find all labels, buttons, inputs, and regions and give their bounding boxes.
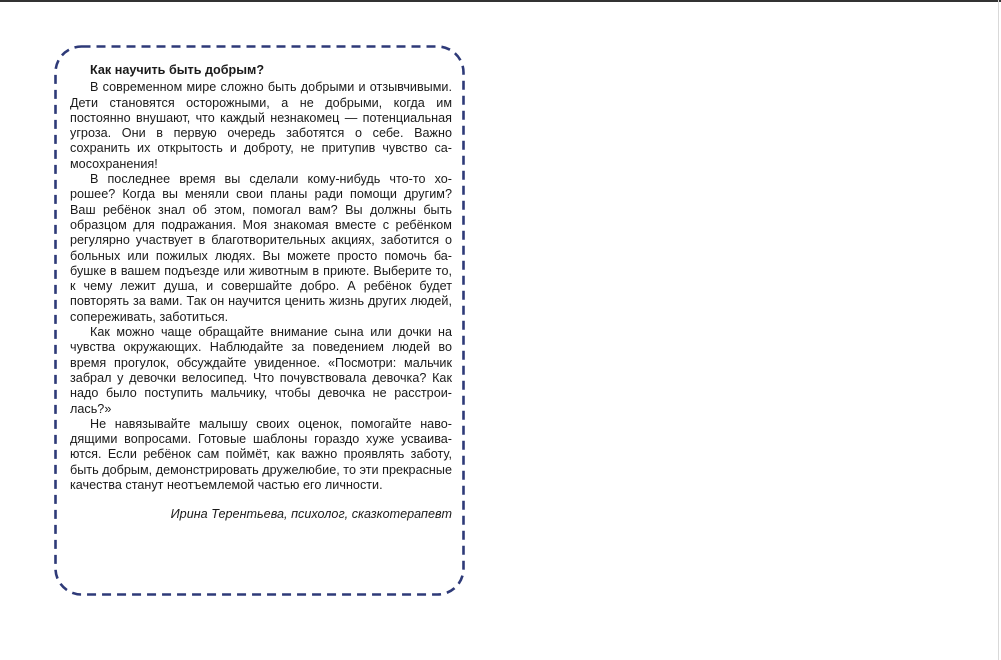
article-paragraph-4: Не навязывайте малышу своих оценок, помогайте наводящими вопросами. Готовые шаблоны гораздо хуже усваиваются. Если ребёнок сам поймёт, как важно проявлять заботу, быть добрым, демонстрировать дружелюбие, то эти прекрасные качества станут неотъемлемой частью его личности. xyxy=(70,416,452,493)
article-heading: Как научить быть добрым? xyxy=(90,63,265,77)
article-paragraph-1: В современном мире сложно быть добрыми и отзывчивыми. Дети становятся осторожными, а не добрыми, когда им постоянно внушают, что каждый незнакомец — потенциальная угроза. Они в первую очередь заботятся о себе. Важно сохранить их открытость и доброту, не притупив чувство самосохранения! xyxy=(70,80,452,171)
dashed-callout-box xyxy=(54,45,465,596)
article xyxy=(70,63,452,523)
article-paragraph-3: Как можно чаще обращайте внимание сына или дочки на чувства окружающих. Наблюдайте за поведением людей во время прогулок, обсуждайте увиденное. «Посмотри: мальчик забрал у девочки велосипед. Что почувствовала девочка? Как надо было поступить мальчику, чтобы девочка не расстроилась?» xyxy=(70,325,452,416)
article-paragraph-2: В последнее время вы сделали кому-нибудь что-то хорошее? Когда вы меняли свои планы ради помощи другим? Ваш ребёнок знал об этом, помогал вам? Вы должны быть образцом для подражания. Моя знакомая вместе с ребёнком регулярно участвует в благотворительных акциях, заботится о больных или пожилых людях. Вы можете просто помочь бабушке в вашем подъезде или животным в приюте. Выберите то, к чему лежит душа, и совершайте добро. А ребёнок будет повторять за вами. Так он научится ценить жизнь других людей, сопереживать, заботиться. xyxy=(70,172,452,324)
author-signature: Ирина Терентьева, психолог, сказкотерапевт xyxy=(170,507,452,522)
top-rule xyxy=(0,0,1001,2)
page-edge-rule xyxy=(998,0,999,660)
